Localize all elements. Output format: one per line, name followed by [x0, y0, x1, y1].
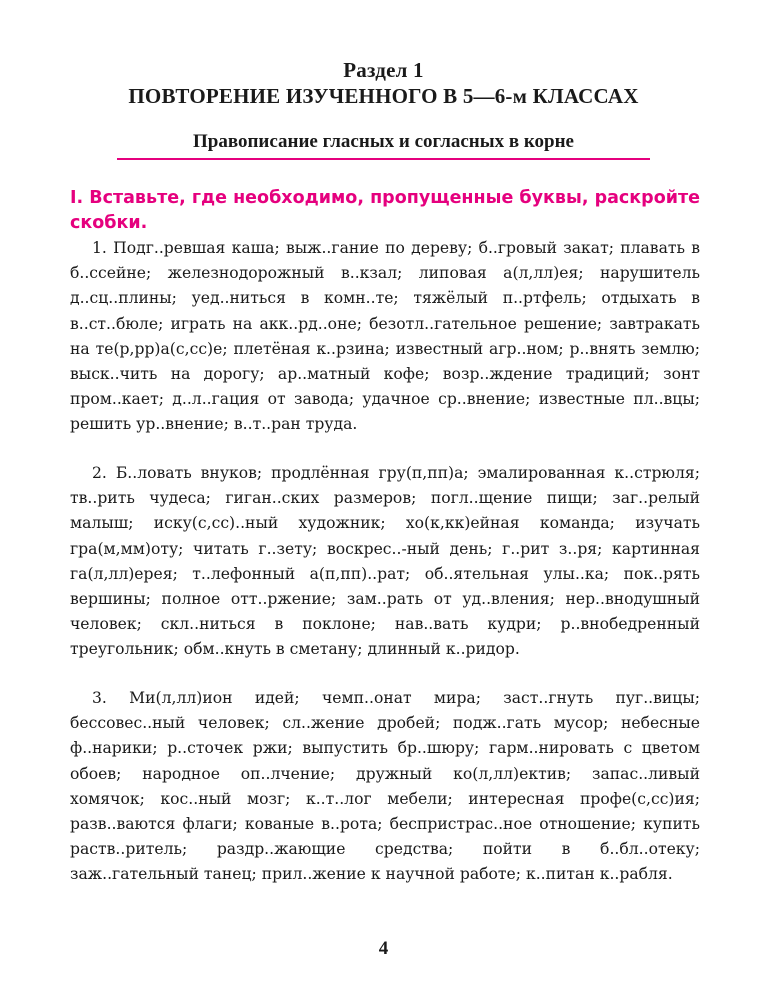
- section-label: Раздел 1: [343, 58, 424, 82]
- task-heading: I. Вставьте, где необходимо, пропущенные буквы, раскройте скобки.: [70, 188, 700, 233]
- section-title: ПОВТОРЕНИЕ ИЗУЧЕННОГО В 5—6-м КЛАССАХ: [128, 84, 639, 108]
- exercise-1: 1. Подг..ревшая каша; выж..гание по дереву; б..гровый закат; плавать в б..ссейне; железнодорожный в..кзал; липовая а(л,лл)ея; нарушитель д..сц..плины; уед..ниться в комн..те; тяжёлый п..ртфель; отдыхать в в..ст..бюле; играть на акк..рд..оне; безотл..гательное решение; завтракать на те(р,рр)а(с,сс)е; плетёная к..рзина; известный агр..ном; р..внять землю; выск..чить на дорогу; ар..матный кофе; возр..ждение традиций; зонт пром..кает; д..л..гация от завода; удачное ср..внение; известные пл..вцы; решить ур..внение; в..т..ран труда.: [70, 239, 700, 434]
- page-number: 4: [378, 938, 389, 959]
- topic-underline-divider: [117, 158, 650, 160]
- exercise-3: 3. Ми(л,лл)ион идей; чемп..онат мира; заст..гнуть пуг..вицы; бессовес..ный человек; сл..жение дробей; подж..гать мусор; небесные ф..нарики; р..сточек ржи; выпустить бр..шюру; гарм..нировать с цветом обоев; народное оп..лчение; дружный ко(л,лл)ектив; запас..ливый хомячок; кос..ный мозг; к..т..лог мебели; интересная профе(с,сс)ия; разв..ваются флаги; кованые в..рота; беспристрас..ное отношение; купить раств..ритель; раздр..жающие средства; пойти в б..бл..отеку; заж..гательный танец; прил..жение к научной работе; к..питан к..рабля.: [70, 689, 700, 884]
- exercise-2: 2. Б..ловать внуков; продлённая гру(п,пп)а; эмалированная к..стрюля; тв..рить чудеса; гиган..ских размеров; погл..щение пищи; заг..релый малыш; иску(с,сс)..ный художник; хо(к,кк)ейная команда; изучать гра(м,мм)оту; читать г..зету; воскрес..-ный день; г..рит з..ря; картинная га(л,лл)ерея; т..лефонный а(п,пп)..рат; об..ятельная улы..ка; пок..рять вершины; полное отт..ржение; зам..рать от уд..вления; нер..внодушный человек; скл..ниться в поклоне; нав..вать кудри; р..внобедренный треугольник; обм..кнуть в сметану; длинный к..ридор.: [70, 464, 700, 659]
- topic-title: Правописание гласных и согласных в корне: [193, 131, 574, 152]
